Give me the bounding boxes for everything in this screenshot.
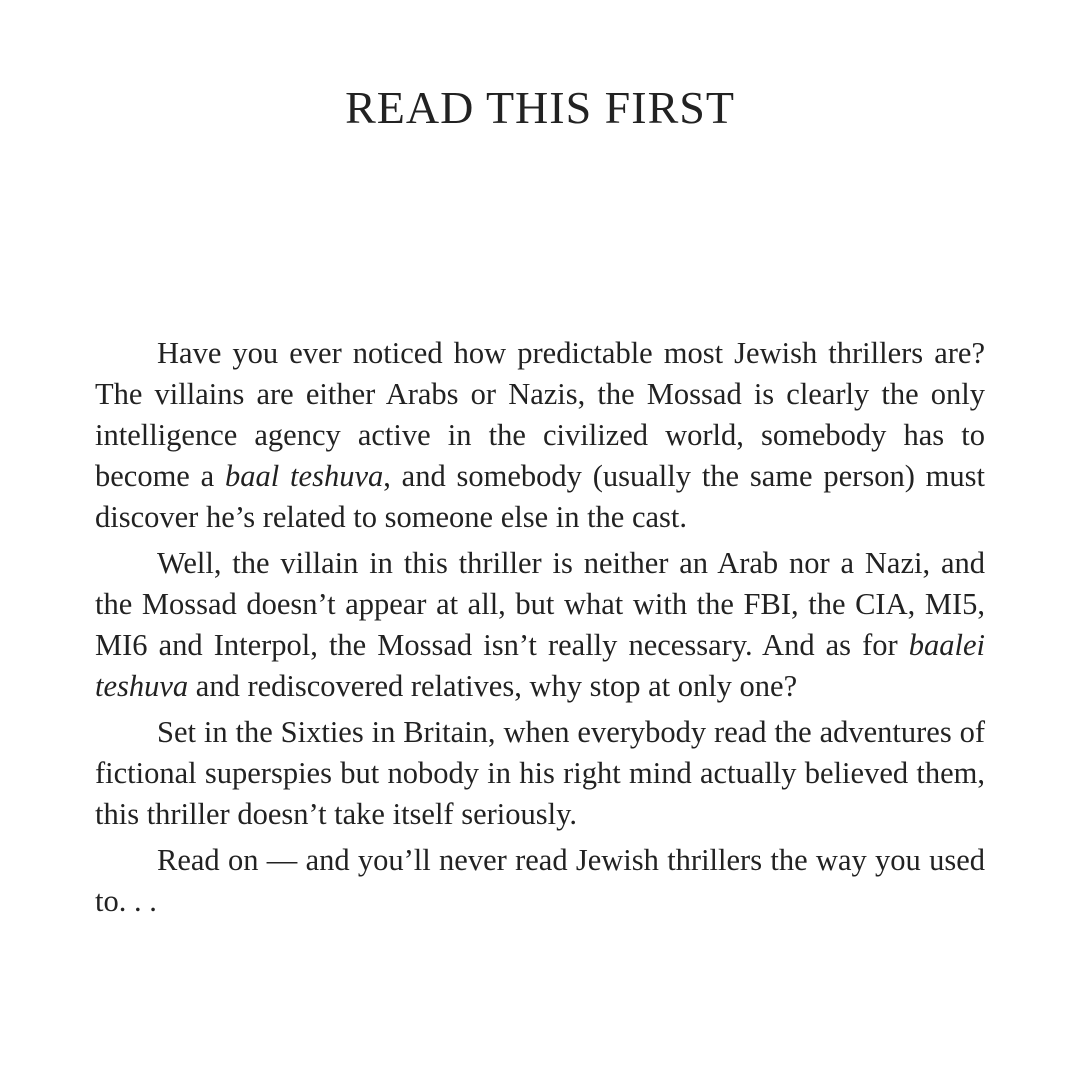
- paragraph: [95, 712, 985, 835]
- text-run: Well, the villain in this thriller is neither an Arab nor a Nazi, and the Mossad doesn’t appear at all, but what with the FBI, the CIA, MI5, MI6 and Interpol, the Mossad isn’t really necessary. And as for: [95, 546, 985, 662]
- paragraph: [95, 543, 985, 707]
- paragraph: [95, 840, 985, 922]
- text-run: and rediscovered relatives, why stop at only one?: [188, 669, 798, 703]
- paragraph: [95, 333, 985, 538]
- text-run: Set in the Sixties in Britain, when everybody read the adventures of fictional superspies but nobody in his right mind actually believed them, this thriller doesn’t take itself seriously.: [95, 715, 985, 831]
- page-title: READ THIS FIRST: [345, 82, 735, 133]
- italic-term: baal teshuva: [225, 459, 384, 493]
- text-run: Read on — and you’ll never read Jewish thrillers the way you used to. . .: [95, 843, 985, 918]
- text-run: , and somebody (usually the same person) must discover he’s related to someone else in the cast.: [95, 459, 985, 534]
- italic-term: baalei teshuva: [95, 628, 985, 703]
- body-text: [95, 333, 985, 927]
- text-run: Have you ever noticed how predictable most Jewish thrillers are? The villains are either Arabs or Nazis, the Mossad is clearly the only intelligence agency active in the civilized world, somebody has to become a: [95, 336, 985, 493]
